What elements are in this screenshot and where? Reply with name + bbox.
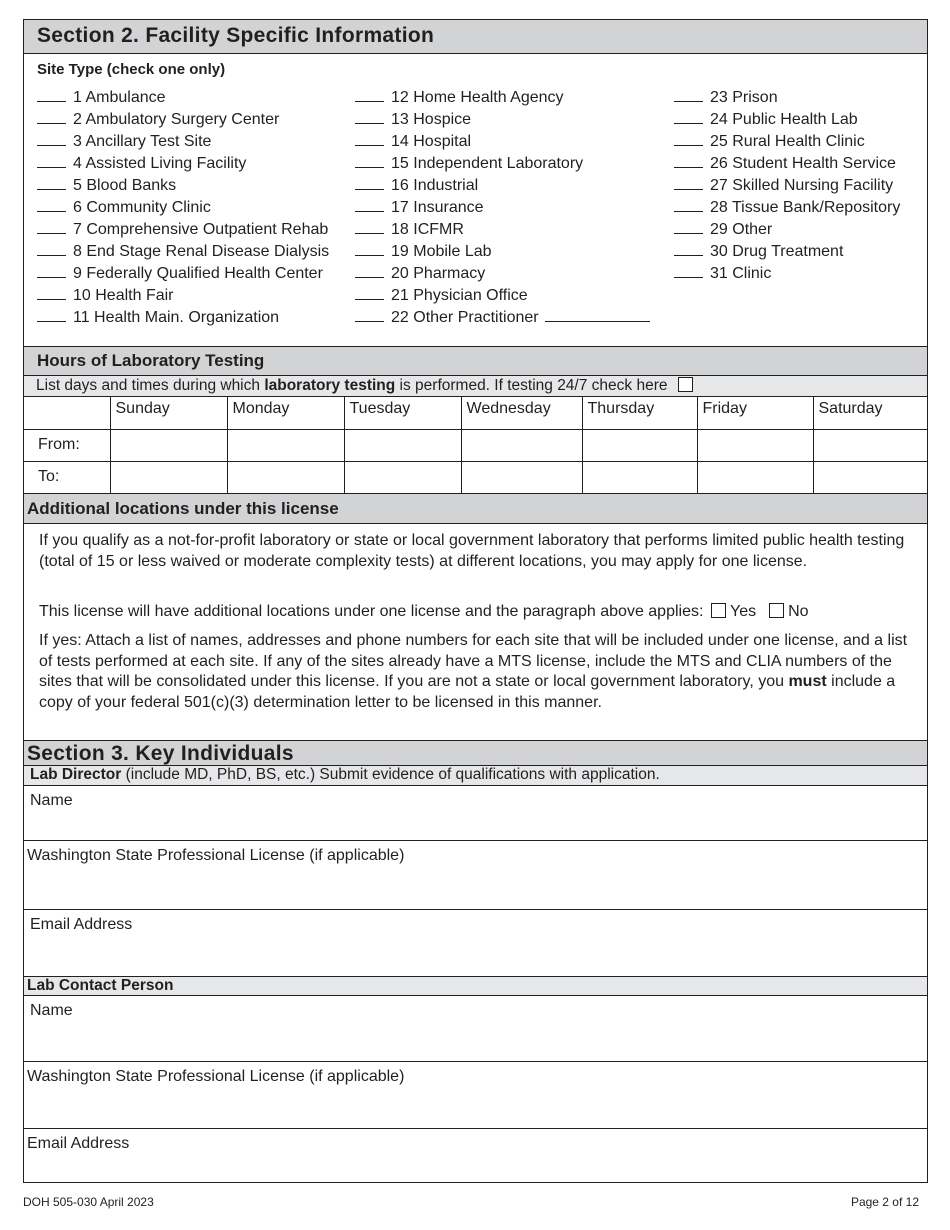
site-type-check-blank[interactable]: [674, 264, 703, 278]
site-type-check-blank[interactable]: [674, 132, 703, 146]
site-type-label-text: 31 Clinic: [710, 265, 772, 282]
site-type-check-blank[interactable]: [355, 308, 384, 322]
to-sunday-input[interactable]: [110, 461, 227, 493]
section2-title: Section 2. Facility Specific Information: [24, 20, 927, 54]
director-license-field[interactable]: [24, 841, 927, 910]
site-type-label-text: 19 Mobile Lab: [391, 243, 492, 260]
site-type-check-blank[interactable]: [37, 154, 66, 168]
other-practitioner-fill-line[interactable]: [545, 308, 650, 322]
hours-note-bold: laboratory testing: [264, 377, 396, 394]
day-wednesday: Wednesday: [461, 397, 582, 429]
contact-name-field[interactable]: [24, 996, 927, 1062]
site-type-check-blank[interactable]: [37, 220, 66, 234]
site-type-option[interactable]: [37, 109, 329, 131]
site-type-label-text: 26 Student Health Service: [710, 155, 896, 172]
day-friday: Friday: [697, 397, 813, 429]
site-type-label-text: 14 Hospital: [391, 133, 472, 150]
day-saturday: Saturday: [813, 397, 927, 429]
site-type-option[interactable]: [674, 131, 900, 153]
site-type-label-text: 17 Insurance: [391, 199, 484, 216]
site-type-check-blank[interactable]: [37, 242, 66, 256]
site-type-label-text: 16 Industrial: [391, 177, 479, 194]
lab-director-note: (include MD, PhD, BS, etc.) Submit evidence of qualifications with application.: [121, 766, 660, 783]
additional-paragraph-3-bold: must: [788, 673, 827, 690]
from-friday-input[interactable]: [697, 429, 813, 461]
director-email-field[interactable]: [24, 910, 927, 977]
from-sunday-input[interactable]: [110, 429, 227, 461]
day-sunday: Sunday: [110, 397, 227, 429]
site-type-label-text: 29 Other: [710, 221, 773, 238]
site-type-label-text: 21 Physician Office: [391, 287, 528, 304]
site-type-option[interactable]: [37, 87, 329, 109]
from-wednesday-input[interactable]: [461, 429, 582, 461]
site-type-check-blank[interactable]: [355, 198, 384, 212]
form-page: [23, 19, 928, 1183]
hours-corner-cell: [24, 397, 110, 429]
site-type-check-blank[interactable]: [355, 132, 384, 146]
site-type-option[interactable]: [355, 175, 650, 197]
from-tuesday-input[interactable]: [344, 429, 461, 461]
day-monday: Monday: [227, 397, 344, 429]
to-wednesday-input[interactable]: [461, 461, 582, 493]
site-type-option[interactable]: [674, 87, 900, 109]
site-type-label-text: 1 Ambulance: [73, 89, 166, 106]
site-type-label-text: 8 End Stage Renal Disease Dialysis: [73, 243, 330, 260]
site-type-label-text: 22 Other Practitioner: [391, 309, 539, 326]
additional-question-text: This license will have additional locations under one license and the paragraph above applies:: [39, 603, 704, 620]
site-type-check-blank[interactable]: [37, 264, 66, 278]
site-type-label-text: 10 Health Fair: [73, 287, 174, 304]
site-type-check-blank[interactable]: [355, 176, 384, 190]
site-type-option[interactable]: [355, 263, 650, 285]
site-type-option[interactable]: [674, 175, 900, 197]
additional-paragraph-1: If you qualify as a not-for-profit laboratory or state or local government laboratory that performs limited public health testing (total of 15 or less waived or moderate complexity tests) at different locations, you may apply for one license.: [39, 532, 905, 570]
director-license-label: Washington State Professional License (if applicable): [27, 847, 405, 864]
site-type-option[interactable]: [674, 241, 900, 263]
site-type-check-blank[interactable]: [37, 88, 66, 102]
hours-from-row: [24, 429, 927, 461]
contact-email-label: Email Address: [27, 1135, 130, 1152]
site-type-label-text: 24 Public Health Lab: [710, 111, 858, 128]
site-type-label-text: 2 Ambulatory Surgery Center: [73, 111, 280, 128]
site-type-option[interactable]: [37, 131, 329, 153]
site-type-label-text: 28 Tissue Bank/Repository: [710, 199, 901, 216]
site-type-option[interactable]: [37, 197, 329, 219]
site-type-label-text: 4 Assisted Living Facility: [73, 155, 247, 172]
site-type-check-blank[interactable]: [674, 110, 703, 124]
site-type-check-blank[interactable]: [37, 198, 66, 212]
contact-name-label: Name: [30, 1002, 73, 1019]
site-type-option[interactable]: [674, 219, 900, 241]
site-type-label-text: 13 Hospice: [391, 111, 472, 128]
to-thursday-input[interactable]: [582, 461, 697, 493]
site-type-check-blank[interactable]: [674, 88, 703, 102]
site-type-check-blank[interactable]: [674, 220, 703, 234]
hours-note: [24, 376, 927, 397]
from-label: From:: [24, 429, 110, 461]
site-type-label-text: 25 Rural Health Clinic: [710, 133, 865, 150]
site-type-check-blank[interactable]: [355, 220, 384, 234]
site-type-label-text: 7 Comprehensive Outpatient Rehab: [73, 221, 329, 238]
no-checkbox[interactable]: [769, 603, 784, 618]
site-type-option[interactable]: [37, 219, 329, 241]
site-type-option[interactable]: [37, 285, 329, 307]
director-name-field[interactable]: [24, 786, 927, 841]
site-type-label-text: 9 Federally Qualified Health Center: [73, 265, 323, 282]
lab-director-header: [24, 766, 927, 786]
site-type-check-blank[interactable]: [355, 88, 384, 102]
site-type-option[interactable]: [37, 263, 329, 285]
form-id: DOH 505-030 April 2023: [23, 1195, 154, 1209]
site-type-option[interactable]: [355, 109, 650, 131]
site-type-check-blank[interactable]: [674, 242, 703, 256]
site-type-check-blank[interactable]: [37, 308, 66, 322]
site-type-option[interactable]: [355, 197, 650, 219]
site-type-check-blank[interactable]: [355, 154, 384, 168]
site-type-label-text: 20 Pharmacy: [391, 265, 486, 282]
to-friday-input[interactable]: [697, 461, 813, 493]
hours-note-text-2: is performed. If testing 24/7 check here: [395, 377, 668, 394]
site-type-option[interactable]: [355, 241, 650, 263]
from-thursday-input[interactable]: [582, 429, 697, 461]
hours-header-row: [24, 397, 927, 429]
contact-license-label: Washington State Professional License (if applicable): [27, 1068, 405, 1085]
lab-contact-header: Lab Contact Person: [24, 977, 927, 996]
site-type-check-blank[interactable]: [37, 286, 66, 300]
hours-to-row: [24, 461, 927, 493]
site-type-option[interactable]: [674, 153, 900, 175]
yes-checkbox[interactable]: [711, 603, 726, 618]
section3-title: Section 3. Key Individuals: [24, 740, 927, 766]
no-label: No: [788, 603, 809, 620]
site-type-option[interactable]: [37, 175, 329, 197]
site-type-option[interactable]: [37, 153, 329, 175]
site-type-label-text: 6 Community Clinic: [73, 199, 211, 216]
site-type-label-text: 15 Independent Laboratory: [391, 155, 584, 172]
contact-license-field[interactable]: [24, 1062, 927, 1129]
site-type-label-text: 18 ICFMR: [391, 221, 464, 238]
site-type-check-blank[interactable]: [674, 154, 703, 168]
additional-locations-title: Additional locations under this license: [24, 493, 927, 524]
site-type-option[interactable]: [355, 307, 650, 329]
site-type-check-blank[interactable]: [674, 176, 703, 190]
site-type-label-text: 23 Prison: [710, 89, 778, 106]
site-type-label-text: 11 Health Main. Organization: [73, 309, 280, 326]
page-number: Page 2 of 12: [850, 1195, 919, 1209]
site-type-check-blank[interactable]: [355, 110, 384, 124]
testing-24-7-checkbox[interactable]: [678, 377, 693, 392]
from-saturday-input[interactable]: [813, 429, 927, 461]
hours-title: Hours of Laboratory Testing: [24, 346, 927, 376]
additional-paragraph-3-text-2: include a copy of your federal 501(c)(3) determination letter to be licensed in this manner.: [39, 673, 896, 711]
to-saturday-input[interactable]: [813, 461, 927, 493]
site-type-option[interactable]: [674, 109, 900, 131]
lab-director-label: Lab Director: [30, 766, 122, 783]
site-type-option[interactable]: [355, 285, 650, 307]
director-email-label: Email Address: [30, 916, 133, 933]
site-type-check-blank[interactable]: [355, 264, 384, 278]
site-type-option[interactable]: [37, 307, 329, 329]
site-type-column-2: [355, 87, 650, 329]
site-type-label-text: 30 Drug Treatment: [710, 243, 844, 260]
site-type-check-blank[interactable]: [37, 176, 66, 190]
day-thursday: Thursday: [582, 397, 697, 429]
site-type-label-text: 27 Skilled Nursing Facility: [710, 177, 894, 194]
yes-label: Yes: [730, 603, 757, 620]
site-type-column-3: [674, 87, 900, 285]
site-type-label-text: 12 Home Health Agency: [391, 89, 564, 106]
contact-email-field[interactable]: [24, 1129, 927, 1183]
site-type-check-blank[interactable]: [37, 132, 66, 146]
to-monday-input[interactable]: [227, 461, 344, 493]
additional-paragraph-2: [39, 602, 919, 623]
hours-note-text-1: List days and times during which: [36, 377, 265, 394]
site-type-check-blank[interactable]: [355, 242, 384, 256]
site-type-check-blank[interactable]: [674, 198, 703, 212]
additional-paragraph-3-text-1: If yes: Attach a list of names, addresses and phone numbers for each site that will be included under one license, and a list of tests performed at each site. If any of the sites already have a MTS license, include the MTS and CLIA numbers of the sites that will be consolidated under this license. If you are not a state or local government laboratory, you: [39, 632, 908, 690]
to-label: To:: [24, 461, 110, 493]
hours-table: [24, 397, 927, 493]
from-monday-input[interactable]: [227, 429, 344, 461]
site-type-option[interactable]: [674, 197, 900, 219]
site-type-option[interactable]: [355, 153, 650, 175]
site-type-option[interactable]: [355, 87, 650, 109]
site-type-option[interactable]: [37, 241, 329, 263]
site-type-check-blank[interactable]: [355, 286, 384, 300]
additional-paragraph-3: [39, 631, 919, 713]
site-type-option[interactable]: [355, 131, 650, 153]
site-type-check-blank[interactable]: [37, 110, 66, 124]
site-type-option[interactable]: [674, 263, 900, 285]
site-type-column-1: [37, 87, 329, 329]
director-name-label: Name: [30, 792, 73, 809]
site-type-label-text: 5 Blood Banks: [73, 177, 177, 194]
site-type-label-text: 3 Ancillary Test Site: [73, 133, 212, 150]
day-tuesday: Tuesday: [344, 397, 461, 429]
site-type-label: Site Type (check one only): [37, 61, 226, 78]
site-type-option[interactable]: [355, 219, 650, 241]
to-tuesday-input[interactable]: [344, 461, 461, 493]
